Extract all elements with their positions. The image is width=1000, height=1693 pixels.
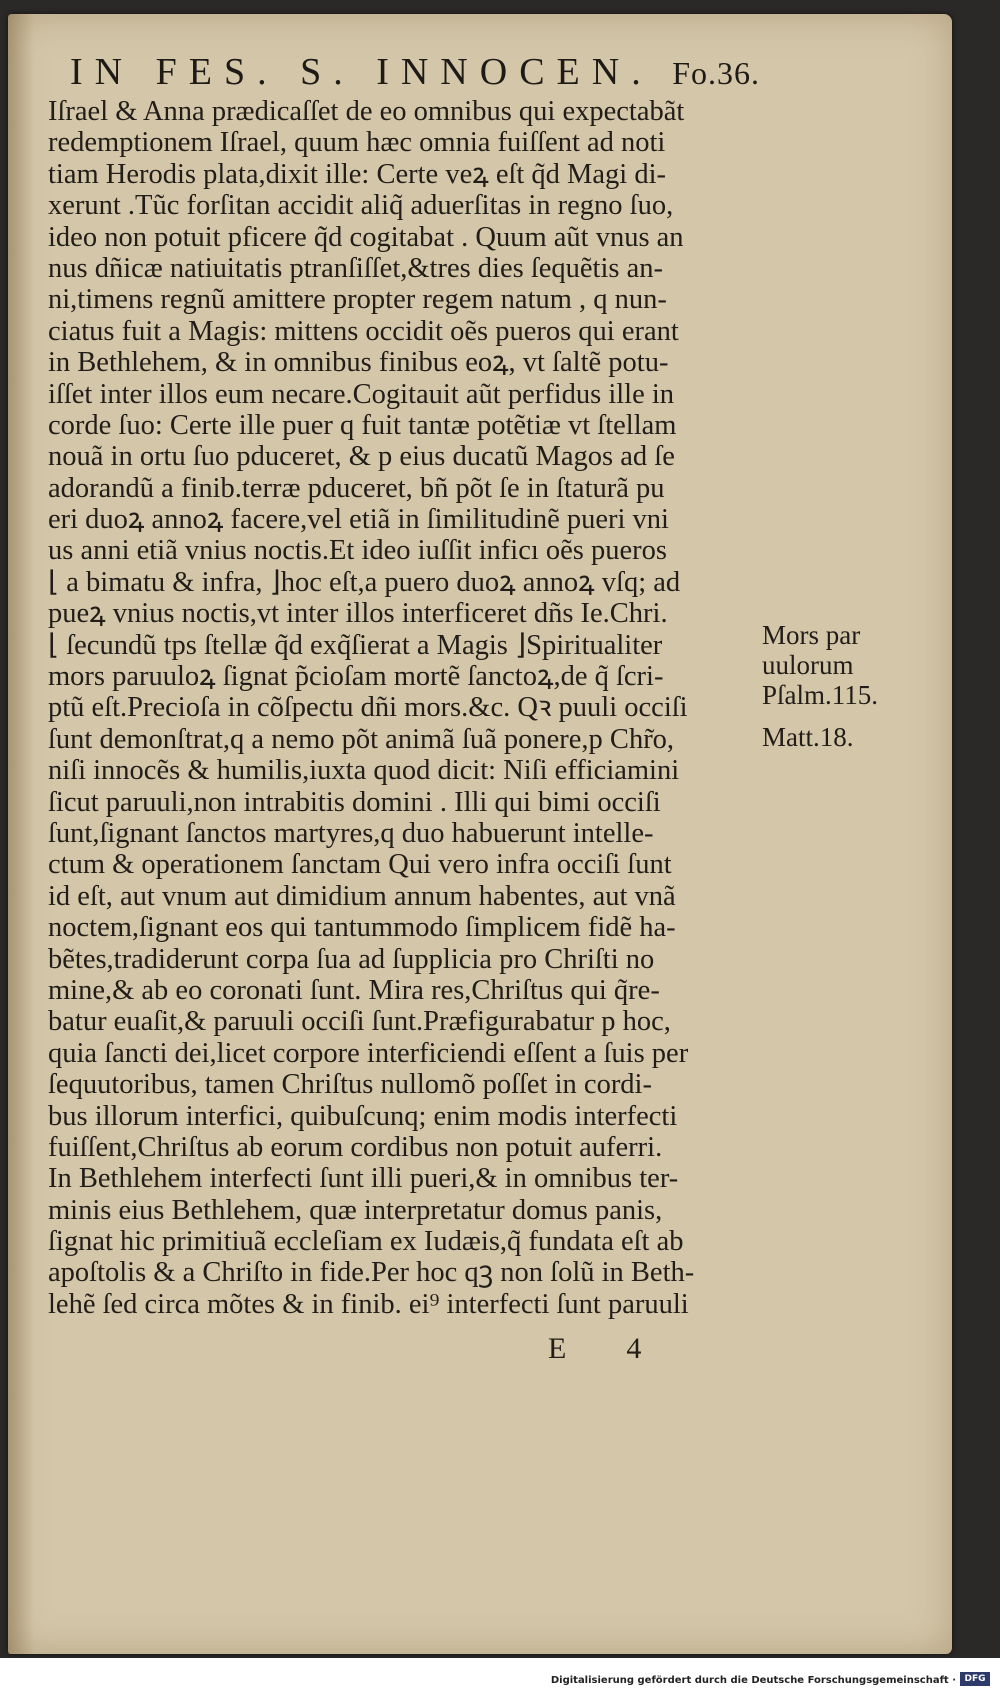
text-line: ſunt demonſtrat,q a nemo põt animã ſuã ponere,p Chr̃o, [48, 723, 675, 755]
margin-note-psalm: Pſalm.115. [762, 680, 879, 710]
text-line: ſignat hic primitiuã eccleſiam ex Iudæis,q̃ fundata eſt ab [48, 1226, 684, 1258]
text-line: lehẽ ſed circa mõtes & in finib. ei⁹ interfecti ſunt paruuli [48, 1288, 689, 1320]
text-line: quia ſancti dei,licet corpore interficiendi eſſent a ſuis per [48, 1037, 689, 1069]
text-line: In Bethlehem interfecti ſunt illi pueri,& in omnibus ter- [48, 1163, 679, 1195]
margin-notes [762, 620, 912, 752]
main-text-block [48, 96, 774, 1320]
text-line: redemptionem Iſrael, quum hæc omnia fuiſſent ad noti [48, 127, 666, 159]
text-line: fuiſſent,Chriſtus ab eorum cordibus non potuit auferri. [48, 1131, 663, 1163]
text-line: Iſrael & Anna prædicaſſet de eo omnibus qui expectabãt [48, 96, 685, 127]
text-line: ⌊ ſecundũ tps ſtellæ q̃d exq̃ſierat a Magis ⌋Spiritualiter [48, 629, 663, 661]
text-line: minis eius Bethlehem, quæ interpretatur domus panis, [48, 1194, 663, 1226]
text-line: ctum & operationem ſanctam Qui vero infra occiſi ſunt [48, 849, 672, 881]
text-line: ſicut paruuli,non intrabitis domini . Illi qui bimi occiſi [48, 786, 661, 818]
signature-mark [548, 1332, 748, 1372]
dfg-logo: DFG [960, 1672, 990, 1686]
text-line: ſequutoribus, tamen Chriſtus nullomõ poſſet in cordi- [48, 1069, 652, 1101]
text-line: apoſtolis & a Chriſto in fide.Per hoc qꝫ non ſolũ in Beth- [48, 1257, 695, 1289]
running-head-title: IN FES. S. INNOCEN. [70, 51, 653, 93]
folio-number: Fo.36. [672, 55, 760, 91]
text-line: ptũ eſt.Precioſa in cõſpectu dñi mors.&c. Qꝛ puuli occiſi [48, 692, 688, 724]
text-line: xerunt .Tũc forſitan accidit aliq̃ aduerſitas in regno ſuo, [48, 190, 674, 222]
text-line: ciatus fuit a Magis: mittens occidit oẽs pueros qui erant [48, 315, 679, 347]
text-line: bẽtes,tradiderunt corpa ſua ad ſupplicia pro Chriſti no [48, 943, 655, 975]
text-line: ideo non potuit pficere q̃d cogitabat . Quum aũt vnus an [48, 221, 684, 253]
text-line: corde ſuo: Certe ille puer q fuit tantæ potẽtiæ vt ſtellam [48, 409, 677, 441]
text-line: iſſet inter illos eum necare.Cogitauit aũt perfidus ille in [48, 378, 675, 410]
text-line: bus illorum interfici, quibuſcunq; enim modis interfecti [48, 1100, 678, 1132]
signature-number: 4 [626, 1332, 642, 1365]
text-line: nus dñicæ natiuitatis ptranſiſſet,&tres dies ſequẽtis an- [48, 252, 664, 284]
text-line: mine,& ab eo coronati ſunt. Mira res,Chriſtus qui q̃re- [48, 974, 660, 1006]
margin-note-matthew: Matt.18. [762, 722, 854, 752]
text-line: us anni etiã vnius noctis.Et ideo iuſſit inficı oẽs pueros [48, 535, 667, 567]
running-head [70, 50, 760, 100]
text-line: in Bethlehem, & in omnibus finibus eoꝝ, vt ſaltẽ potu- [48, 347, 669, 379]
text-line: nouã in ortu ſuo pduceret, & p eius ducatũ Magos ad ſe [48, 441, 675, 473]
text-line: adorandũ a finib.terræ pduceret, bñ põt ſe in ſtaturã pu [48, 472, 665, 504]
text-line: id eſt, aut vnum aut dimidium annum habentes, aut vnã [48, 880, 676, 912]
signature-letter: E [548, 1332, 567, 1365]
page-gutter-shadow [8, 14, 34, 1654]
text-line: tiam Herodis plata,dixit ille: Certe veꝝ eſt q̃d Magi di- [48, 158, 666, 190]
text-line: ⌊ a bimatu & infra, ⌋hoc eſt,a puero duoꝝ annoꝝ vſq; ad [48, 566, 681, 598]
text-line: eri duoꝝ annoꝝ facere,vel etiã in ſimilitudinẽ pueri vni [48, 504, 669, 536]
funding-credit: Digitalisierung gefördert durch die Deutsche Forschungsgemeinschaft · [550, 1675, 956, 1686]
text-line: niſi innocẽs & humilis,iuxta quod dicit: Niſi efficiamini [48, 755, 680, 787]
text-line: batur euaſit,& paruuli occiſi ſunt.Præfigurabatur p hoc, [48, 1006, 671, 1038]
text-line: ſunt,ſignant ſanctos martyres,q duo habuerunt intelle- [48, 817, 654, 849]
margin-note-mors-line2: uulorum [762, 650, 854, 680]
margin-note-mors-line1: Mors par [762, 620, 861, 650]
text-line: pueꝝ vnius noctis,vt inter illos interficeret dñs Ie.Chri. [48, 598, 668, 630]
text-line: noctem,ſignant eos qui tantummodo ſimplicem fidẽ ha- [48, 912, 676, 944]
text-line: mors paruuloꝝ ſignat p̃cioſam mortẽ ſanctoꝝ,de q̃ ſcri- [48, 661, 664, 693]
text-line: ni,timens regnũ amittere propter regem natum , q nun- [48, 284, 667, 316]
